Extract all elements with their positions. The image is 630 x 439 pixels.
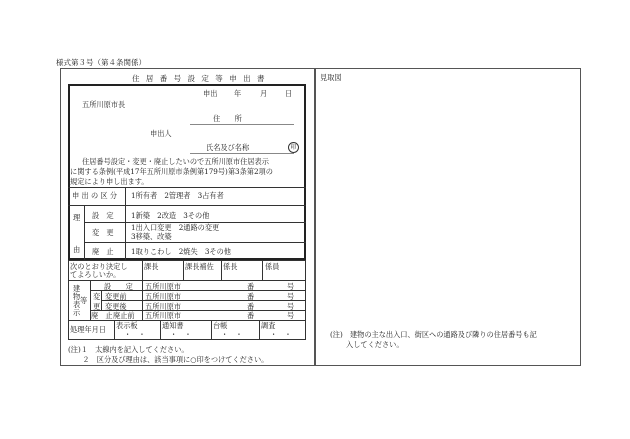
approval-bottom-line <box>68 280 306 281</box>
statement-line-1: 住居番号設定・変更・廃止したいので五所川原市住居表示 <box>82 157 269 166</box>
address-underline <box>190 124 294 125</box>
sketch-panel-frame <box>315 68 581 366</box>
approval-question-1: 次のとおり決定し <box>70 262 128 271</box>
building-row-setting-ban: 番 <box>247 282 255 291</box>
processing-col-survey: 調査 <box>261 321 276 330</box>
processing-dots-2: ・ ・ <box>170 330 192 339</box>
seal-mark: 印 <box>288 142 299 153</box>
category-bottom-line <box>68 205 306 206</box>
statement-line-3: 規定により申し出ます。 <box>70 177 149 186</box>
approval-question-2: てよろしいか。 <box>70 270 121 279</box>
processing-col-sign: 表示板 <box>116 321 138 330</box>
building-row-change-group-2: 更 <box>93 302 101 311</box>
sketch-note-line-2: 入してください。 <box>346 340 404 349</box>
note-line-1: (注)１ 太線内を記入してください。 <box>68 345 189 354</box>
processing-vline-3 <box>259 320 260 340</box>
sketch-note-line-1: (注) 建物の主な出入口、街区への通路及び隣りの住居番号も記 <box>330 330 537 339</box>
processing-dots-1: ・ ・ <box>124 330 146 339</box>
building-row-before-label: 変更前 <box>105 292 127 301</box>
building-row-line-2 <box>101 300 306 301</box>
building-row-setting-city: 五所川原市 <box>145 282 181 291</box>
building-side-label-3: 表 <box>73 300 81 309</box>
addressee: 五所川原市長 <box>82 100 126 109</box>
reason-change-options-1: 1出入口変更 2通路の変更 <box>131 223 220 232</box>
date-day: 日 <box>285 89 293 98</box>
processing-dots-4: ・ ・ <box>270 330 292 339</box>
reason-abolish-label: 廃 止 <box>92 247 114 256</box>
form-title: 住 居 番 号 設 定 等 申 出 書 <box>132 74 267 83</box>
sketch-title: 見取図 <box>320 73 342 82</box>
processing-dots-3: ・ ・ <box>221 330 243 339</box>
reason-change-label: 変 更 <box>92 228 114 237</box>
category-options: 1所有者 2管理者 3占有者 <box>131 191 224 200</box>
reason-vline-2 <box>125 205 126 260</box>
category-label: 申 出 の 区 分 <box>72 191 118 200</box>
processing-col-notice: 通知書 <box>162 321 184 330</box>
note-line-2: ２ 区分及び理由は、該当事項に○印をつけてください。 <box>68 355 269 364</box>
reason-abolish-options: 1取りこわし 2焼失 3その他 <box>131 247 231 256</box>
category-divider <box>125 187 126 205</box>
building-row-abolish-go: 号 <box>287 311 295 320</box>
reason-label-top: 理 <box>73 213 81 222</box>
reason-change-options-2: 3移築、改築 <box>131 232 172 241</box>
approval-col-manager: 課長 <box>144 262 159 271</box>
building-row-after-ban: 番 <box>247 302 255 311</box>
building-row-abolish-group: 廃 止 <box>91 311 113 320</box>
processing-vline-1 <box>160 320 161 340</box>
approval-vline-2 <box>221 260 222 280</box>
building-side-label-1: 建 <box>73 284 81 293</box>
building-row-setting-go: 号 <box>287 282 295 291</box>
building-row-abolish-ban: 番 <box>247 311 255 320</box>
applicant-name-label: 氏名及び名称 <box>206 143 250 152</box>
building-row-before-city: 五所川原市 <box>145 292 181 301</box>
building-side-label-2: 物 <box>73 292 81 301</box>
approval-col-staff: 係員 <box>265 262 280 271</box>
reason-vline-1 <box>84 205 85 260</box>
building-side-label-5: 等 <box>80 296 88 305</box>
statement-line-2: に関する条例(平成17年五所川原市条例第179号)第3条第2項の <box>70 167 273 176</box>
building-row-after-go: 号 <box>287 302 295 311</box>
building-row-change-group-1: 変 <box>93 292 101 301</box>
processing-label: 処理年月日 <box>70 325 106 334</box>
approval-col-chief: 係長 <box>223 262 238 271</box>
name-underline <box>190 153 294 154</box>
category-top-line <box>68 187 306 188</box>
reason-setting-options: 1新築 2改造 3その他 <box>131 211 210 220</box>
building-row-after-city: 五所川原市 <box>145 302 181 311</box>
reason-setting-label: 設 定 <box>92 211 114 220</box>
date-label: 申出 <box>203 89 218 98</box>
processing-vline-0 <box>114 320 115 340</box>
building-row-line-1 <box>90 290 306 291</box>
reason-row-line-2 <box>84 242 306 243</box>
applicant-label: 申出人 <box>150 129 172 138</box>
building-row-before-ban: 番 <box>247 292 255 301</box>
approval-vline-3 <box>262 260 263 280</box>
approval-col-assistant: 課長補佐 <box>185 262 214 271</box>
building-row-abolish-label: 廃止前 <box>113 311 135 320</box>
address-label: 住 所 <box>213 114 242 123</box>
date-month: 月 <box>260 89 268 98</box>
building-row-before-go: 号 <box>287 292 295 301</box>
date-year: 年 <box>234 89 242 98</box>
processing-vline-2 <box>211 320 212 340</box>
approval-vline-0 <box>142 260 143 280</box>
building-row-setting-label: 設 定 <box>104 282 133 291</box>
reason-label-bottom: 由 <box>73 245 81 254</box>
building-side-label-4: 示 <box>73 308 81 317</box>
form-number: 様式第３号（第４条関係） <box>56 58 146 67</box>
processing-col-ledger: 台帳 <box>213 321 228 330</box>
building-row-after-label: 変更後 <box>105 302 127 311</box>
building-row-abolish-city: 五所川原市 <box>145 311 181 320</box>
approval-vline-1 <box>183 260 184 280</box>
